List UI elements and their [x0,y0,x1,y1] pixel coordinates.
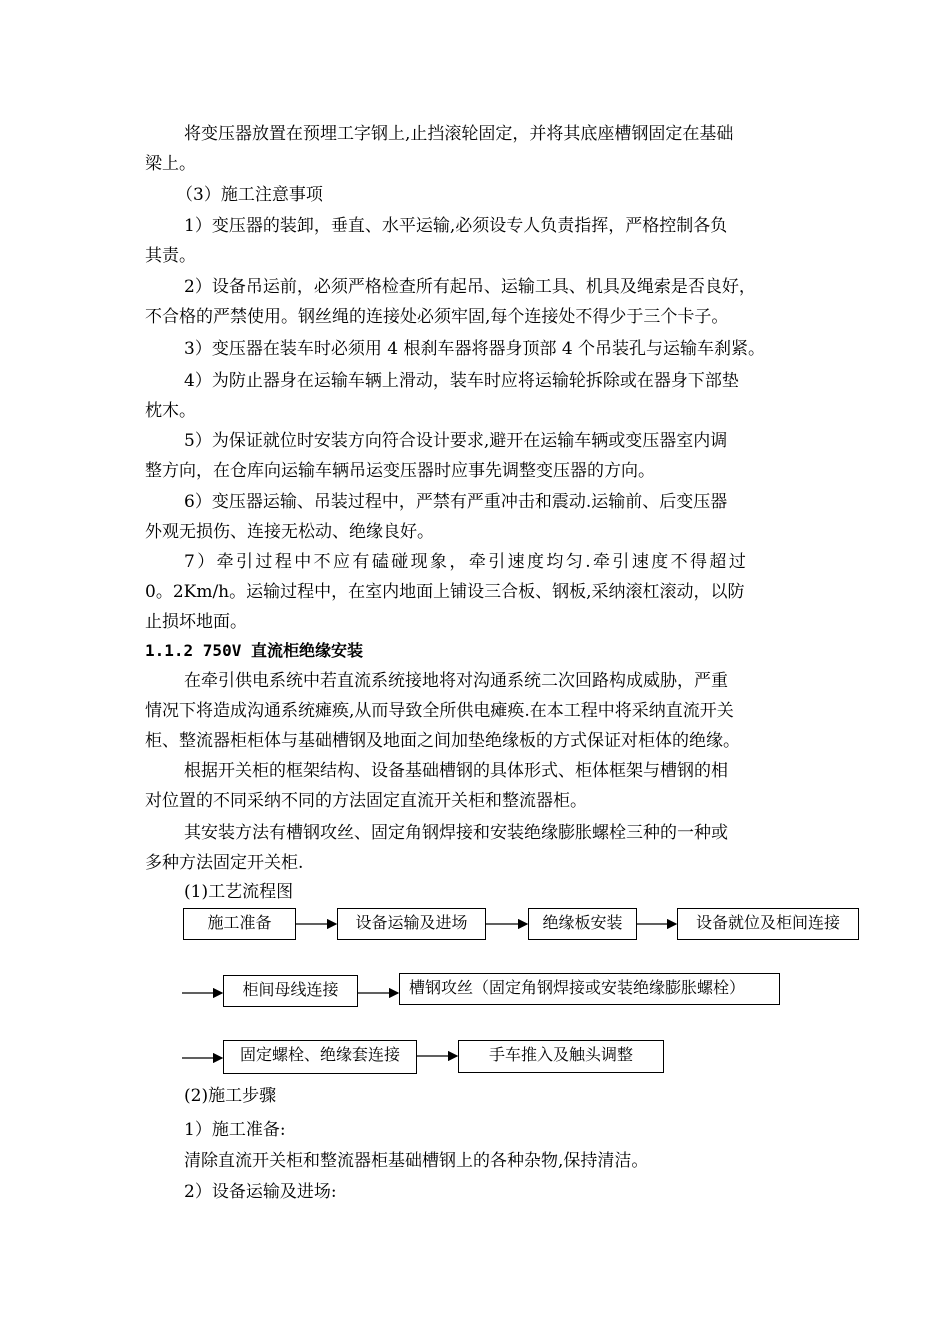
paragraph-line: 其责。 [145,246,196,266]
step-label: 2）设备运输及进场: [184,1182,337,1202]
paragraph-line: 根据开关柜的框架结构、设备基础槽钢的具体形式、柜体框架与槽钢的相 [184,761,728,781]
paragraph-line: 6）变压器运输、吊装过程中，严禁有严重冲击和震动.运输前、后变压器 [184,492,728,512]
paragraph-line: 多种方法固定开关柜. [145,853,304,873]
paragraph-line: 5）为保证就位时安装方向符合设计要求,避开在运输车辆或变压器室内调 [184,431,728,451]
paragraph-line: 梁上。 [145,154,196,174]
paragraph-line: 柜、整流器柜柜体与基础槽钢及地面之间加垫绝缘板的方式保证对柜体的绝缘。 [145,731,740,751]
paragraph-line: 4）为防止器身在运输车辆上滑动，装车时应将运输轮拆除或在器身下部垫 [184,371,739,391]
flow-step-trolley [458,1040,664,1073]
flow-step-label: 设备运输及进场 [355,913,468,932]
paragraph-line: 7）牵引过程中不应有磕碰现象，牵引速度均匀.牵引速度不得超过 [184,552,749,572]
paragraph-line: 其安装方法有槽钢攻丝、固定角钢焊接和安装绝缘膨胀螺栓三种的一种或 [184,823,728,843]
paragraph-line: 外观无损伤、连接无松动、绝缘良好。 [145,522,434,542]
section-label: （3）施工注意事项 [176,185,323,205]
flow-step-label: 槽钢攻丝（固定角钢焊接或安装绝缘膨胀螺栓） [409,978,746,997]
flow-step-bolt-fixing [223,1040,417,1074]
flow-step-label: 施工准备 [207,913,272,932]
paragraph-line: 在牵引供电系统中若直流系统接地将对沟通系统二次回路构成威胁，严重 [184,671,728,691]
paragraph-line: 枕木。 [145,401,196,421]
flow-step-channel-tapping [399,973,780,1005]
paragraph-line: 3）变压器在装车时必须用 4 根刹车器将器身顶部 4 个吊装孔与运输车刹紧。 [184,339,766,359]
section-label: (2)施工步骤 [184,1086,277,1106]
flow-step-label: 设备就位及柜间连接 [695,913,840,932]
paragraph-line: 0。2Km/h。运输过程中，在室内地面上铺设三合板、钢板,采纳滚杠滚动，以防 [145,582,745,602]
paragraph-line: 对位置的不同采纳不同的方法固定直流开关柜和整流器柜。 [145,791,587,811]
flow-step-label: 固定螺栓、绝缘套连接 [239,1045,400,1064]
step-label: 1）施工准备: [184,1120,286,1140]
paragraph-line: 2）设备吊运前，必须严格检查所有起吊、运输工具、机具及绳索是否良好， [184,277,756,297]
paragraph-line: 整方向，在仓库向运输车辆吊运变压器时应事先调整变压器的方向。 [145,461,655,481]
paragraph-line: 不合格的严禁使用。钢丝绳的连接处必须牢固,每个连接处不得少于三个卡子。 [145,307,729,327]
flow-step-label: 绝缘板安装 [542,913,623,932]
flow-step-insulation-board [528,908,637,940]
paragraph-line: 1）变压器的装卸，垂直、水平运输,必须设专人负责指挥，严格控制各负 [184,216,728,236]
flow-step-positioning [677,908,859,940]
flow-step-busbar [223,975,358,1007]
flow-step-preparation [183,908,296,940]
paragraph-line: 止损坏地面。 [145,612,247,632]
section-heading: 1.1.2 750V 直流柜绝缘安装 [145,641,363,660]
paragraph-line: 将变压器放置在预埋工字钢上,止挡滚轮固定，并将其底座槽钢固定在基础 [184,124,734,144]
flow-step-transport [337,908,486,940]
flowchart-caption: (1)工艺流程图 [184,882,294,902]
paragraph-line: 情况下将造成沟通系统瘫痪,从而导致全所供电瘫痪.在本工程中将采纳直流开关 [145,701,734,721]
flow-step-label: 柜间母线连接 [242,980,339,999]
flow-step-label: 手车推入及触头调整 [488,1045,633,1064]
paragraph-line: 清除直流开关柜和整流器柜基础槽钢上的各种杂物,保持清洁。 [184,1151,649,1171]
